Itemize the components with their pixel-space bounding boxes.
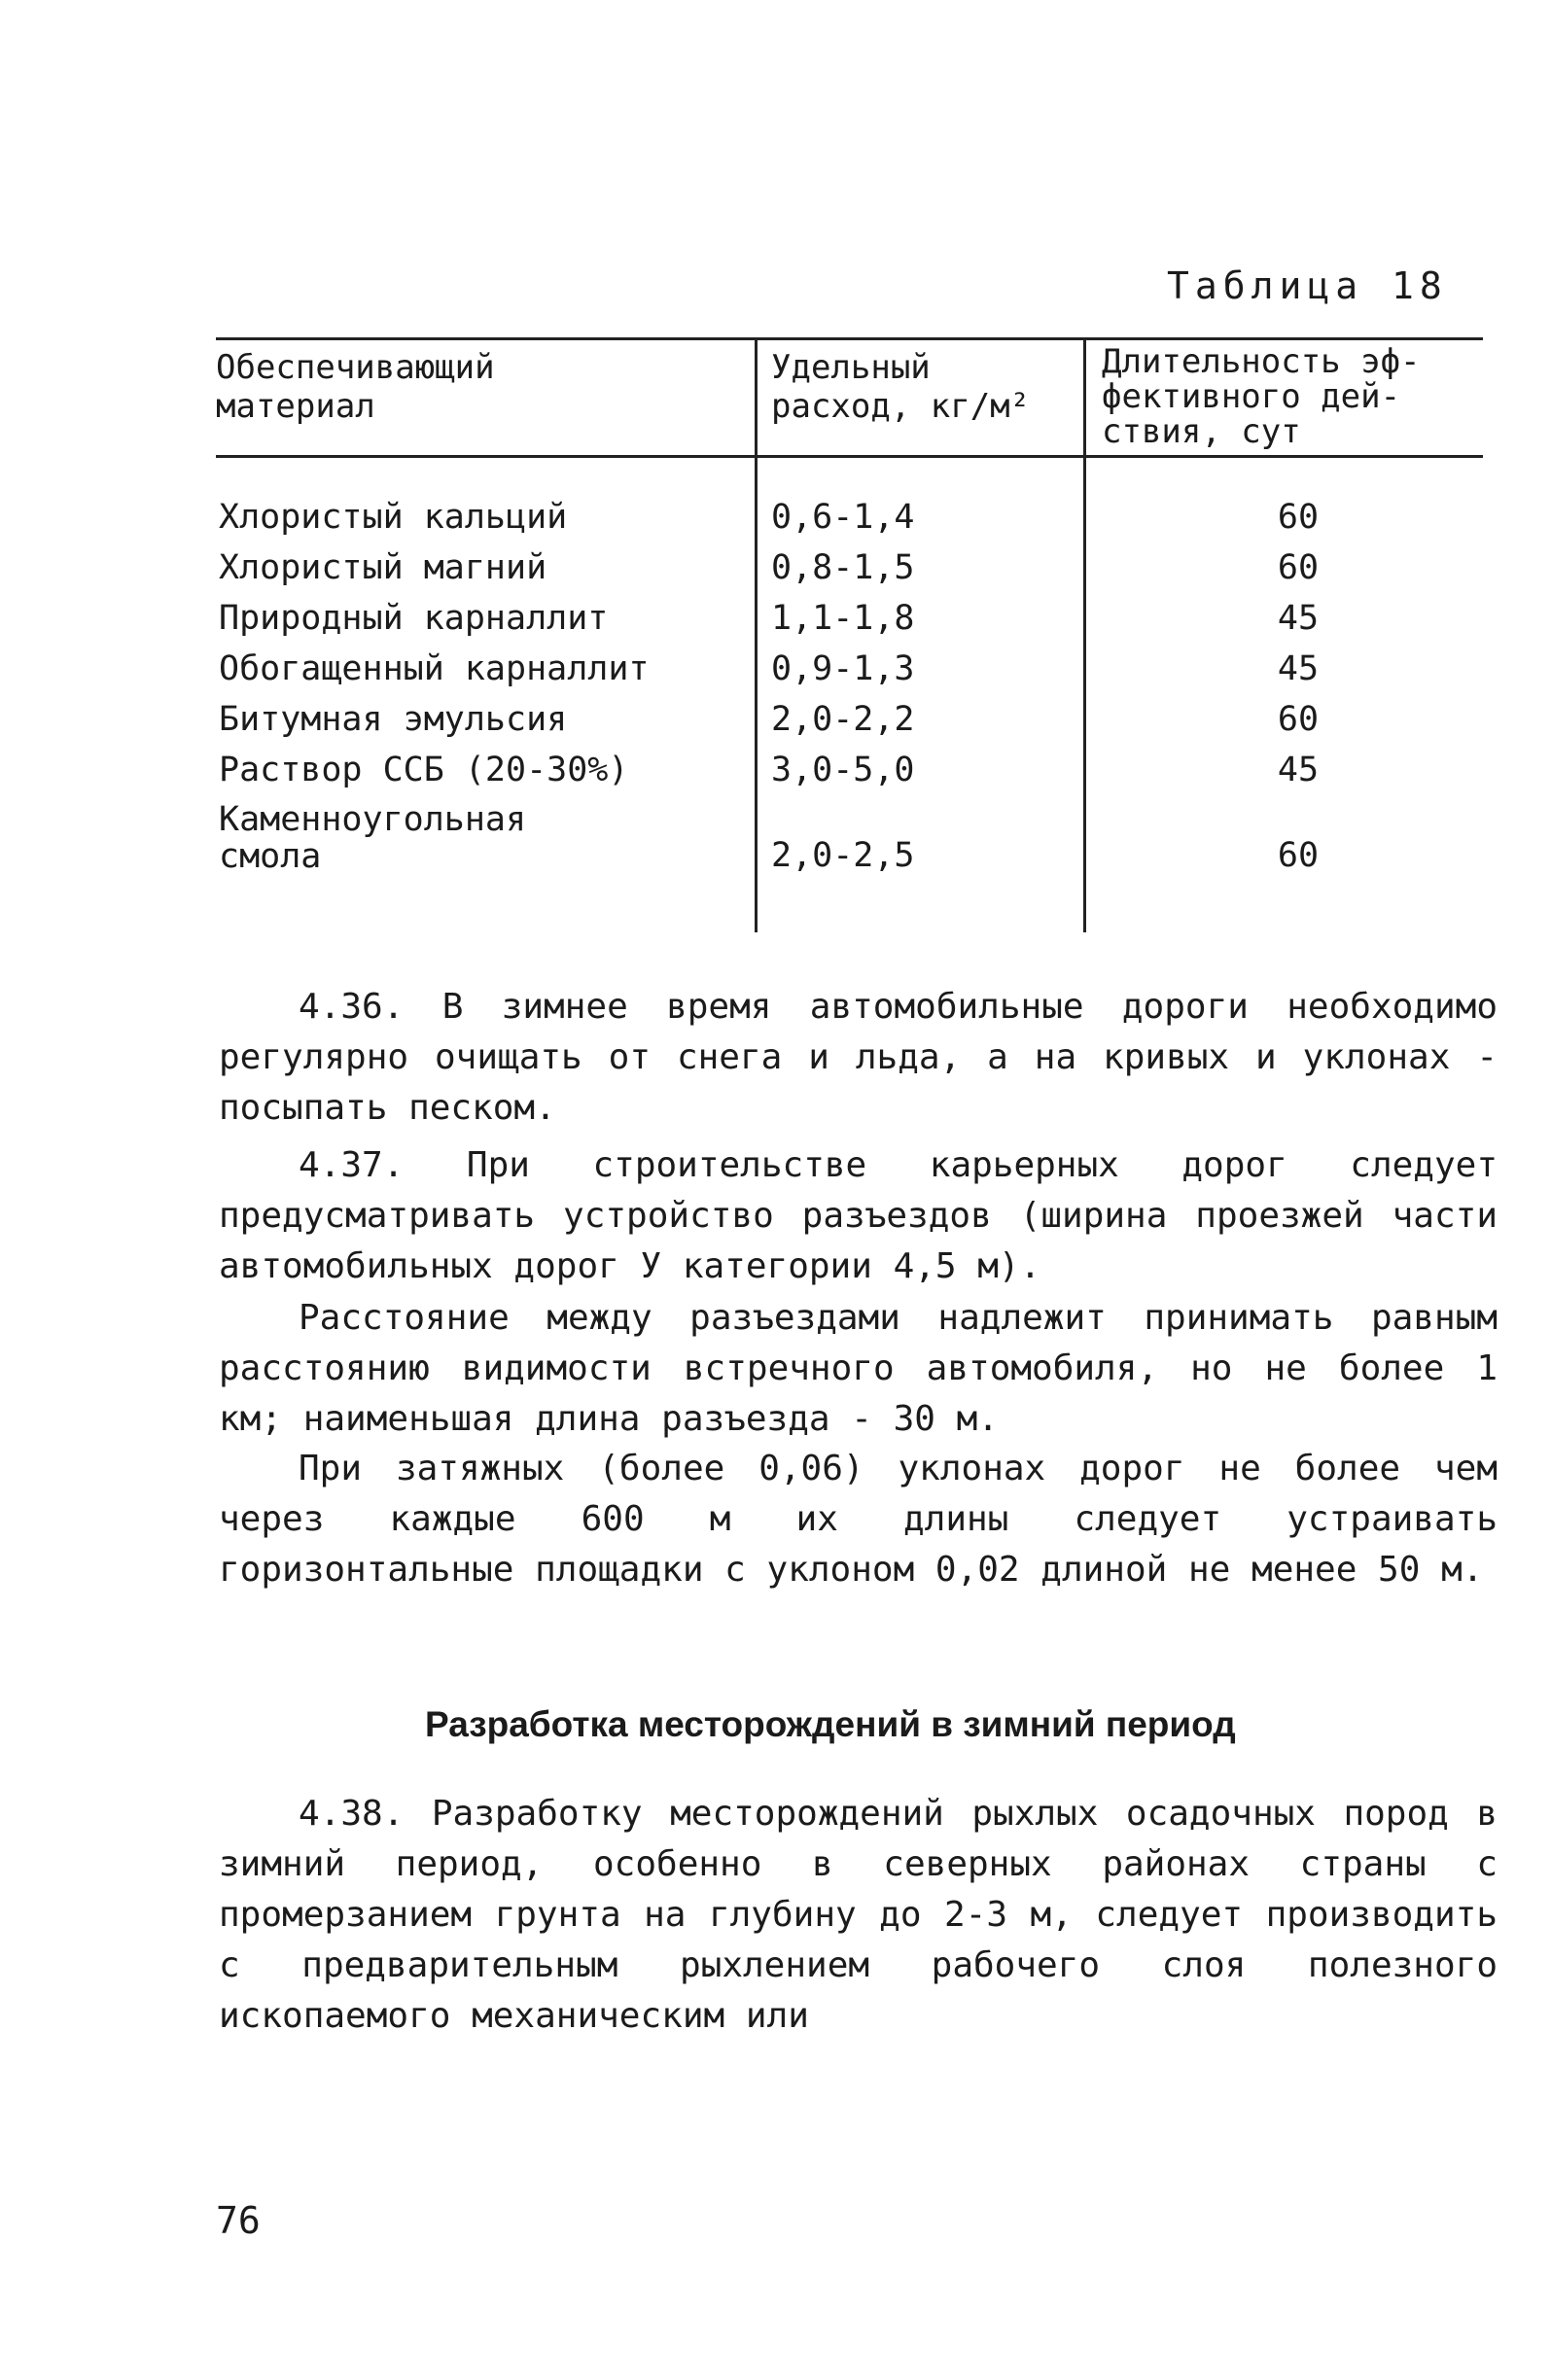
page-number: 76	[216, 2199, 261, 2242]
section-heading: Разработка месторождений в зимний период	[425, 1704, 1236, 1744]
table-row-material: Каменноугольная смола	[219, 800, 527, 876]
table-row-rate: 0,9-1,3	[771, 649, 915, 688]
table-row-rate: 1,1-1,8	[771, 599, 915, 638]
table-row-duration: 45	[1277, 599, 1320, 638]
table-header-rule	[216, 455, 1483, 458]
table-row-duration: 60	[1277, 700, 1320, 739]
table-column-divider-1	[755, 337, 758, 932]
table-caption: Таблица 18	[1167, 264, 1448, 307]
table-row-material: Природный карналлит	[219, 599, 609, 638]
table-row-duration: 45	[1277, 751, 1320, 789]
table-row-material: Хлористый кальций	[219, 498, 568, 537]
paragraph-passing-distance: Расстояние между разъездами надлежит принимать равным расстоянию видимости встречного автомобиля, но не более 1 км; наименьшая длина разъезда - 30 м.	[219, 1298, 1498, 1439]
table-row-duration: 60	[1277, 548, 1320, 587]
table-row-duration: 45	[1277, 649, 1320, 688]
table-row-material: Раствор ССБ (20-30%)	[219, 751, 629, 789]
table-row-rate: 2,0-2,5	[771, 836, 915, 875]
table-row-material: Битумная эмульсия	[219, 700, 568, 739]
table-row-duration: 60	[1277, 498, 1320, 537]
table-row-rate: 0,8-1,5	[771, 548, 915, 587]
table-row-rate: 0,6-1,4	[771, 498, 915, 537]
table-column-divider-2	[1083, 337, 1086, 932]
table-row-duration: 60	[1277, 836, 1320, 875]
table-row-material: Хлористый магний	[219, 548, 547, 587]
table-top-rule	[216, 337, 1483, 340]
paragraph-4-36: 4.36. В зимнее время автомобильные дороги необходимо регулярно очищать от снега и льда, а на кривых и уклонах - посыпать песком.	[219, 987, 1498, 1128]
header-material: Обеспечивающий материал	[216, 348, 495, 426]
table-row-rate: 3,0-5,0	[771, 751, 915, 789]
header-rate: Удельный расход, кг/м²	[771, 348, 1031, 426]
header-duration: Длительность эф- фективного дей- ствия, сут	[1102, 342, 1421, 451]
paragraph-grade-platforms: При затяжных (более 0,06) уклонах дорог не более чем через каждые 600 м их длины следует устраивать горизонтальные площадки с уклоном 0,02 длиной не менее 50 м.	[219, 1449, 1498, 1590]
table-row-rate: 2,0-2,2	[771, 700, 915, 739]
paragraph-4-38: 4.38. Разработку месторождений рыхлых осадочных пород в зимний период, особенно в северных районах страны с промерзанием грунта на глубину до 2-3 м, следует производить с предварительным рыхлением рабочего слоя полезного ископаемого механическим или	[219, 1794, 1498, 2036]
table-row-material: Обогащенный карналлит	[219, 649, 650, 688]
paragraph-4-37: 4.37. При строительстве карьерных дорог следует предусматривать устройство разъездов (ширина проезжей части автомобильных дорог У категории 4,5 м).	[219, 1145, 1498, 1286]
